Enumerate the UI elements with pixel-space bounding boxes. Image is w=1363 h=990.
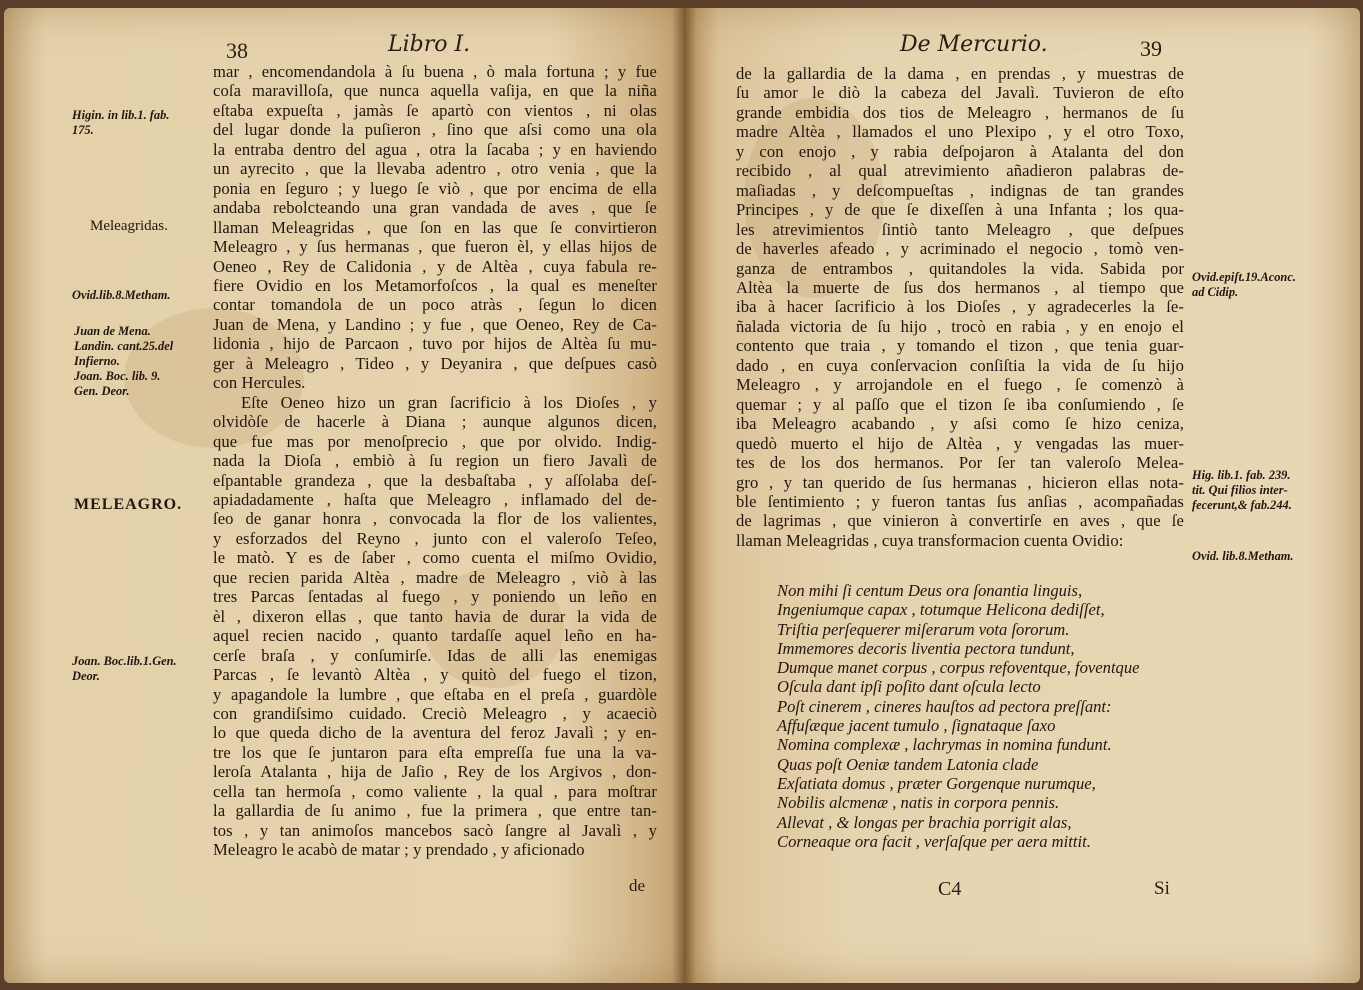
text-line: que recien parida Altèa , madre de Meleagro , viò à las [213,567,657,587]
text-line: Altèa la muerte de ſus dos hermanos , al tiempo que [736,277,1184,297]
text-line: coſa maravilloſa, que nunca aquella vaſija, en que la niña [213,81,657,101]
text-line: Meleagro le acabò de matar ; y prendado , y aficionado [213,840,585,860]
verse-line: Nomina complexæ , lachrymas in nomina fundunt. [777,735,1112,755]
verse-line: Non mihi ſi centum Deus ora ſonantia linguis, [777,581,1083,600]
text-line: tre los que ſe juntaron para eſta empreſſa fue una la va- [213,742,657,762]
verse-line: Triſtia perſequerer miſerarum vota ſororum. [777,619,1070,639]
text-line: grande embidia dos tios de Meleagro , hermanos de ſu [736,102,1184,122]
verse-line: Quas poſt Oeniæ tandem Latonia clade [777,754,1039,774]
left-page [4,8,684,983]
margin-note-line: ad Cidip. [1192,285,1239,299]
margin-note-line: Ovid.lib.8.Metham. [72,288,171,302]
verse-line: Ingeniumque capax , totumque Helicona dediſſet, [777,600,1105,620]
margin-note-line: Joan. Boc.lib.1.Gen. [72,654,177,668]
text-line: nada la Dioſa , embiò à ſu region un fiero Javalì de [213,451,657,471]
text-line: gro , y tan querido de ſus hermanas , hicieron ellas nota- [736,472,1184,492]
text-line: iba à hacer ſacrificio à los Dioſes , y agradecerles la ſe- [736,297,1184,317]
page-number: 39 [1140,36,1162,61]
text-line: eſpantable grandeza , que la desbaſtaba , y aſſolaba deſ- [213,470,657,490]
verse-line: Corneaque ora facit , verſaſque per aera mittit. [777,831,1091,851]
text-line: contar tomandola de un poco atràs , ſegun lo dicen [213,295,657,315]
text-line: ger à Meleagro , Tideo , y Deyanira , que deſpues casò [213,353,657,373]
text-line: ble ſentimiento ; y fueron tantas ſus anſias , acompañadas [736,491,1184,511]
margin-note-line: Infierno. [74,354,120,368]
margin-note-line: Landin. cant.25.del [74,339,174,353]
text-line: ganza de entrambos , quitandoles la vida. Sabida por [736,258,1184,278]
page-number: 38 [226,38,248,63]
signature-mark: C4 [938,878,962,900]
margin-note-line: 175. [72,123,94,137]
text-line: cerſe braſa , y conſumirſe. Idas de alli las enemigas [213,645,657,665]
text-line: andaba rebolcteando una gran vandada de aves , que ſe [213,198,657,218]
text-line: Oeneo , Rey de Calidonia , y de Altèa , cuya fabula re- [213,256,657,276]
text-line: ſeo de ganar honra , convocada la flor de los valientes, [213,509,657,529]
margin-note-line: Deor. [72,669,100,683]
text-line: Meleagro , y arrojandole en el fuego , ſe comenzò à [736,375,1184,395]
text-line: recibido , al qual atrevimiento añadieron palabras de- [736,161,1184,181]
right-body-text [736,64,1184,550]
text-line: que fue mas por menoſprecio , que por olvido. Indig- [213,431,657,451]
side-heading-meleagridas: Meleagridas. [90,218,168,234]
text-line: y con enojo , y rabia deſpojaron à Atalanta del don [736,141,1184,161]
text-line: eſtaba expueſta , jamàs ſe apartò con vientos , ni olas [213,100,657,120]
text-line: aquel recien nacido , quanto tardaſſe aquel leño en ha- [213,626,657,646]
margin-note-line: Higin. in lib.1. fab. [72,108,170,122]
text-line: llaman Meleagridas , cuya transformacion cuenta Ovidio: [736,530,1124,550]
margin-note [74,324,173,399]
text-line: de haverles afeado , y acriminado el negocio , tomò ven- [736,239,1184,259]
verse-line: Poſt cinerem , cineres hauſtos ad pectora preſſant: [777,696,1112,716]
text-line: un ayrecito , que la llevaba adentro , otro venia , que la [213,159,657,179]
text-line: mar , encomendandola à ſu buena , ò mala fortuna ; y fue [213,62,657,81]
margin-note-line: tit. Qui filios inter- [1192,483,1288,497]
text-line: quedò muerto el hijo de Altèa , y vengadas las muer- [736,433,1184,453]
text-line: contento que traia , y tomando el tizon , que tenia guar- [736,336,1184,356]
verse-line: Exſatiata domus , præter Gorgenque nurumque, [777,773,1096,793]
text-line: Eſte Oeneo hizo un gran ſacrificio à los Dioſes , y [241,392,657,412]
margin-note-line: Hig. lib.1. fab. 239. [1192,468,1291,482]
verse-block [777,581,1140,851]
text-line: madre Altèa , llamados el uno Plexipo , y el otro Toxo, [736,122,1184,142]
text-line: llaman Meleagridas , que ſon en las que ſe convirtieron [213,217,657,237]
book-gutter [672,8,696,983]
side-heading-meleagro: MELEAGRO. [74,496,183,513]
text-line: Meleagro , y ſus hermanas , que fueron èl, y ellas hijos de [213,237,657,257]
text-line: iba Meleagro acabando , y aſsi como ſe hizo ceniza, [736,414,1184,434]
verse-line: Dumque manet corpus , corpus refoventque, foventque [777,658,1140,678]
text-line: Juan de Mena, y Landino ; y fue , que Oeneo, Rey de Ca- [213,314,657,334]
text-line: la entraba dentro del agua , otra la ſacaba ; y en haviendo [213,139,657,159]
text-line: con grandiſsimo cuidado. Creciò Meleagro , y acaeciò [213,703,657,723]
margin-note [1192,270,1296,300]
text-line: la gallardia de ſu animo , fue la primera , que entre tan- [213,801,657,821]
margin-note [1192,549,1294,564]
left-body-text [213,62,657,860]
verse-line: Nobilis alcmenæ , natis in corpora pennis. [777,793,1060,813]
running-head: Libro I. [388,32,471,57]
margin-note [1192,468,1292,513]
text-line: Parcas , ſe levantò Altèa , y quitò del fuego el tizon, [213,665,657,685]
text-line: le matò. Y es de ſaber , como cuenta el miſmo Ovidio, [213,548,657,568]
text-line: ñalada victoria de ſu hijo , trocò en rabia , y en enojo el [736,316,1184,336]
margin-note-line: Juan de Mena. [74,324,151,338]
margin-note-line: Gen. Deor. [74,384,130,398]
text-line: ponia en ſeguro ; y luego ſe viò , que por encima de ella [213,178,657,198]
text-line: quemar ; y al paſſo que el tizon ſe iba conſumiendo , ſe [736,394,1184,414]
margin-note-line: fecerunt,& fab.244. [1192,498,1292,512]
text-line: leroſa Atalanta , hija de Jaſio , Rey de los Argivos , don- [213,762,657,782]
text-line: tres Parcas ſentadas al fuego , y poniendo un leño en [213,587,657,607]
text-line: maſiadas , y deſcompueſtas , indignas de tan grandes [736,180,1184,200]
text-line: de la gallardia de la dama , en prendas , y muestras de [736,64,1184,83]
margin-note [72,288,170,303]
text-line: lo que queda dicho de la aventura del feroz Javalì ; y en- [213,723,657,743]
text-line: de lagrimas , que vinieron à convertirſe en aves , que ſe [736,511,1184,531]
text-line: fiere Ovidio en los Metamorfoſcos , la qual es meneſter [213,275,657,295]
text-line: y apagandole la lumbre , que eſtaba en el preſa , guardòle [213,684,657,704]
text-line: cella tan hermoſa , como valiente , la qual , para moſtrar [213,781,657,801]
verse-line: Affuſæque jacent tumulo , ſignataque ſaxo [777,716,1056,736]
text-line: ſu amor le diò la cabeza del Javalì. Tuvieron de eſto [736,83,1184,103]
right-page [684,8,1360,983]
margin-note-line: Ovid.epiſt.19.Aconc. [1192,270,1296,284]
text-line: del lugar donde la puſieron , ſino que aſsi como una ola [213,120,657,140]
margin-note-line: Joan. Boc. lib. 9. [74,369,161,383]
text-line: les atrevimientos ſintiò tanto Meleagro , que deſpues [736,219,1184,239]
verse-line: Allevat , & longas per brachia porrigit alas, [777,812,1072,832]
text-line: Principes , y de que ſe dixeſſen à una Infanta ; los qua- [736,200,1184,220]
text-line: olvidòſe de hacerle à Diana ; aunque algunos dicen, [213,412,657,432]
text-line: apiadadamente , haſta que Meleagro , inflamado del de- [213,489,657,509]
margin-note-line: Ovid. lib.8.Metham. [1192,549,1294,563]
verse-line: Oſcula dant ipſi poſito dant oſcula lecto [777,677,1041,697]
text-line: con Hercules. [213,373,306,393]
text-line: tes de los dos hermanos. Por ſer tan valeroſo Melea- [736,453,1184,473]
text-line: èl , dixeron ellas , que tanto havia de durar la vida de [213,606,657,626]
text-line: tos , y tan animoſos mancebos sacò ſangre al Javalì , y [213,820,657,840]
verse-line: Immemores decoris liventia pectora tundunt, [777,638,1075,658]
text-line: dado , en cuya conſervacion conſiſtia la vida de ſu hijo [736,355,1184,375]
text-line: y esforzados del Reyno , junto con el valeroſo Teſeo, [213,528,657,548]
margin-note [72,108,169,138]
running-head: De Mercurio. [900,32,1048,57]
margin-note [72,654,177,684]
catchword: Si [1154,878,1170,899]
catchword: de [629,876,646,895]
text-line: lidonia , hijo de Parcaon , tuvo por hijos de Altèa ſu mu- [213,334,657,354]
